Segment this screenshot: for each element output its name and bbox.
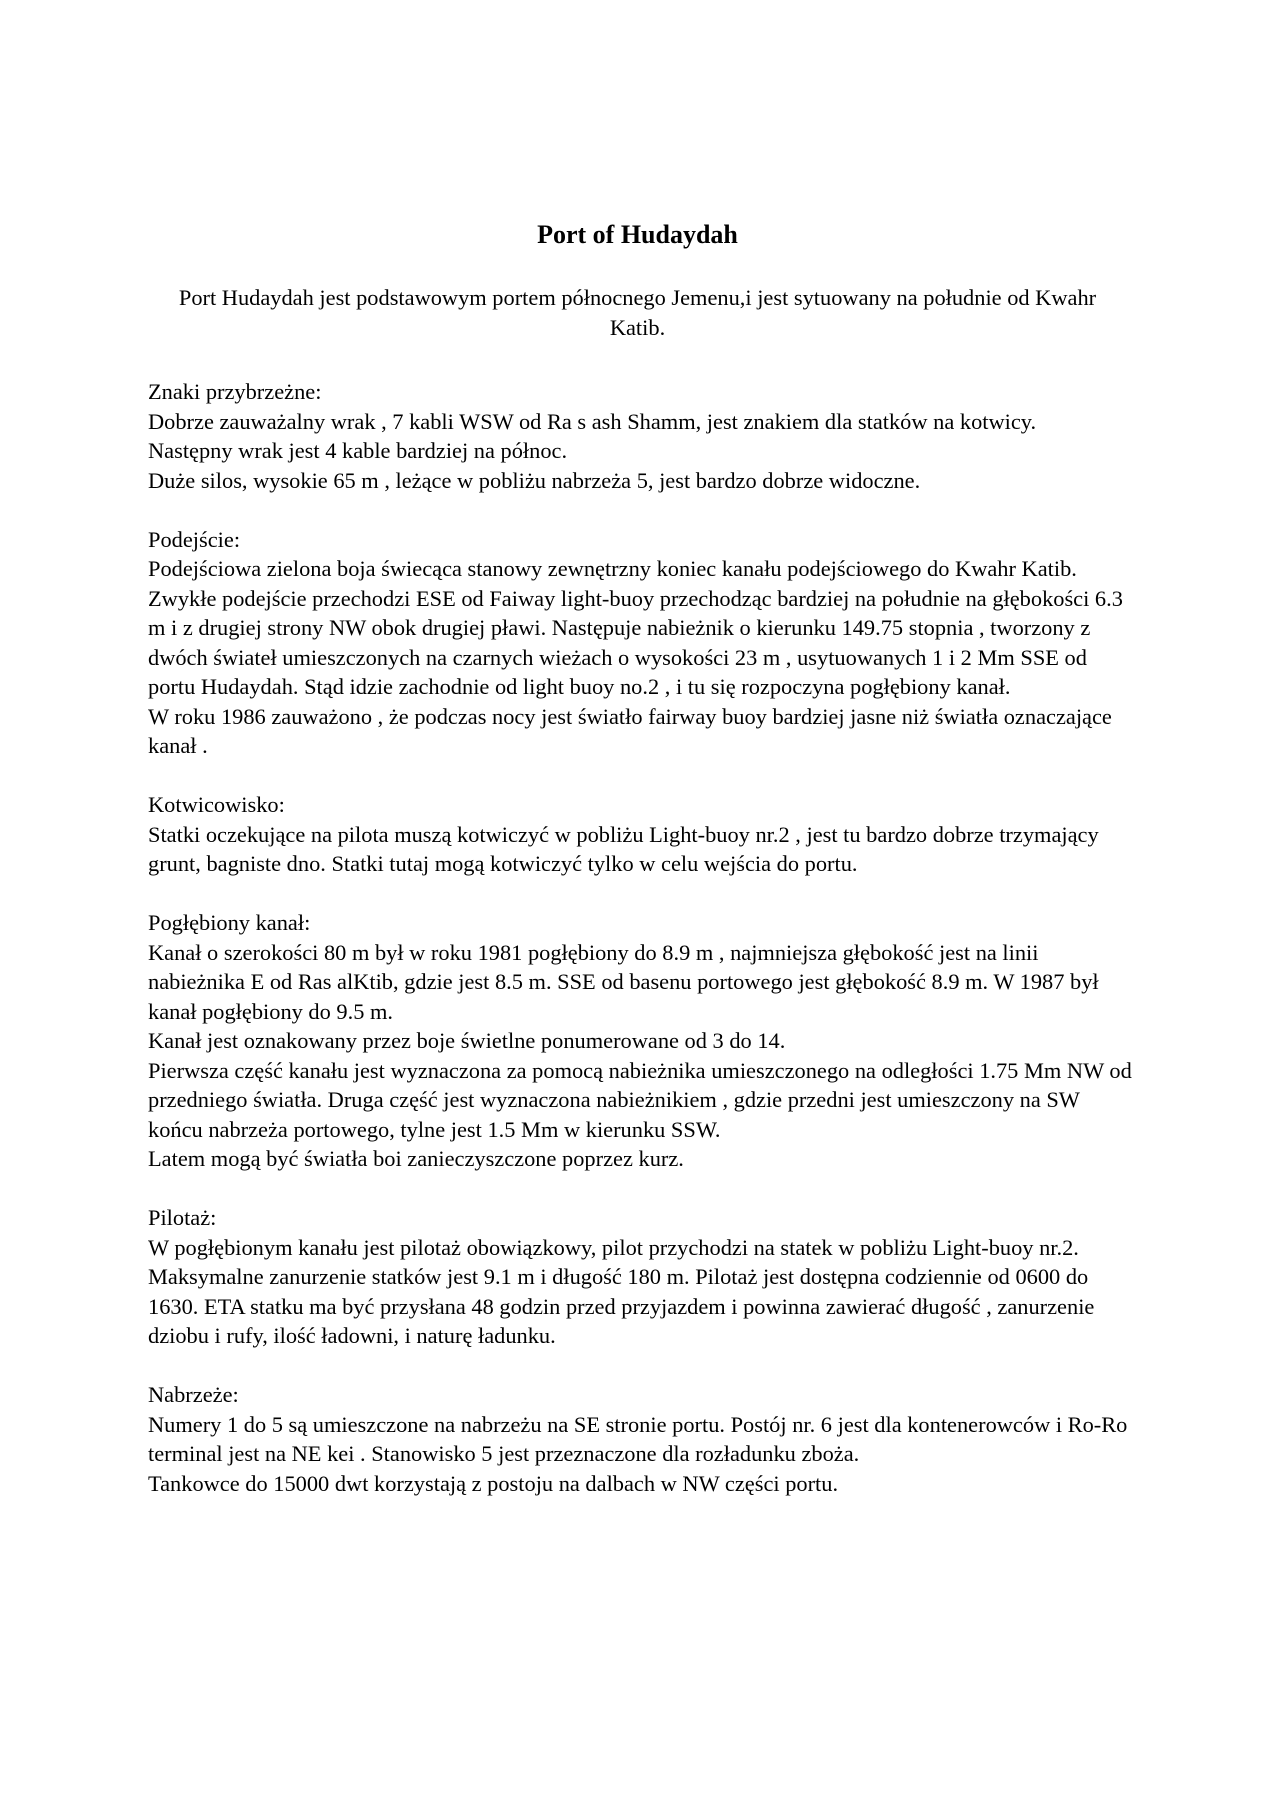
section-heading: Podejście: bbox=[148, 526, 241, 552]
paragraph: Duże silos, wysokie 65 m , leżące w pobliżu nabrzeża 5, jest bardzo dobrze widoczne. bbox=[148, 467, 921, 493]
paragraph: W pogłębionym kanału jest pilotaż obowiązkowy, pilot przychodzi na statek w pobliżu Light-buoy nr.2. Maksymalne zanurzenie statków jest 9.1 m i długość 180 m. Pilotaż jest dostępna codziennie od 0600 do 1630. ETA statku ma być przysłana 48 godzin przed przyjazdem i powinna zawierać długość , zanurzenie dziobu i rufy, ilość ładowni, i naturę ładunku. bbox=[148, 1234, 1095, 1348]
paragraph: Dobrze zauważalny wrak , 7 kabli WSW od Ra s ash Shamm, jest znakiem dla statków na kotwicy. bbox=[148, 408, 1037, 434]
paragraph: W roku 1986 zauważono , że podczas nocy jest światło fairway buoy bardziej jasne niż światła oznaczające kanał . bbox=[148, 703, 1112, 758]
section-heading: Nabrzeże: bbox=[148, 1382, 239, 1407]
paragraph: Zwykłe podejście przechodzi ESE od Faiway light-buoy przechodząc bardziej na południe na głębokości 6.3 m i z drugiej strony NW obok drugiej pławi. Następuje nabieżnik o kierunku 149.75 stopnia , tworzony z dwóch świateł umieszczonych na czarnych wieżach o wysokości 23 m , usytuowanych 1 i 2 Mm SSE od portu Hudaydah. Stąd idzie zachodnie od light buoy no.2 , i tu się rozpoczyna pogłębiony kanał. bbox=[148, 585, 1123, 699]
section-dredged-channel bbox=[148, 908, 1138, 1174]
section-heading: Znaki przybrzeżne: bbox=[148, 379, 322, 404]
paragraph: Pierwsza część kanału jest wyznaczona za pomocą nabieżnika umieszczonego na odległości 1.75 Mm NW od przedniego światła. Druga część jest wyznaczona nabieżnikiem , gdzie przedni jest umieszczony na SW końcu nabrzeża portowego, tylne jest 1.5 Mm w kierunku SSW. bbox=[148, 1057, 1132, 1142]
paragraph: Następny wrak jest 4 kable bardziej na północ. bbox=[148, 438, 568, 463]
paragraph: Tankowce do 15000 dwt korzystają z postoju na dalbach w NW części portu. bbox=[148, 1470, 839, 1496]
section-berths bbox=[148, 1380, 1138, 1498]
intro-paragraph: Port Hudaydah jest podstawowym portem północnego Jemenu,i jest sytuowany na południe od Kwahr Katib. bbox=[178, 285, 1097, 340]
document-body bbox=[148, 377, 1138, 1528]
document-title: Port of Hudaydah bbox=[537, 220, 738, 249]
paragraph: Kanał jest oznakowany przez boje świetlne ponumerowane od 3 do 14. bbox=[148, 1028, 786, 1053]
paragraph: Statki oczekujące na pilota muszą kotwiczyć w pobliżu Light-buoy nr.2 , jest tu bardzo dobrze trzymający grunt, bagniste dno. Statki tutaj mogą kotwiczyć tylko w celu wejścia do portu. bbox=[148, 821, 1099, 876]
section-approach bbox=[148, 525, 1138, 761]
section-heading: Pogłębiony kanał: bbox=[148, 910, 311, 935]
paragraph: Kanał o szerokości 80 m był w roku 1981 pogłębiony do 8.9 m , najmniejsza głębokość jest na linii nabieżnika E od Ras alKtib, gdzie jest 8.5 m. SSE od basenu portowego jest głębokość 8.9 m. W 1987 był kanał pogłębiony do 9.5 m. bbox=[148, 939, 1099, 1024]
section-pilotage bbox=[148, 1203, 1138, 1351]
section-coastal-marks bbox=[148, 377, 1138, 495]
section-heading: Kotwicowisko: bbox=[148, 792, 285, 817]
section-heading: Pilotaż: bbox=[148, 1205, 217, 1230]
section-anchorage bbox=[148, 790, 1138, 879]
paragraph: Numery 1 do 5 są umieszczone na nabrzeżu na SE stronie portu. Postój nr. 6 jest dla kontenerowców i Ro-Ro terminal jest na NE kei . Stanowisko 5 jest przeznaczone dla rozładunku zboża. bbox=[148, 1411, 1128, 1466]
paragraph: Podejściowa zielona boja świecąca stanowy zewnętrzny koniec kanału podejściowego do Kwahr Katib. bbox=[148, 556, 1077, 581]
paragraph: Latem mogą być światła boi zanieczyszczone poprzez kurz. bbox=[148, 1146, 684, 1171]
